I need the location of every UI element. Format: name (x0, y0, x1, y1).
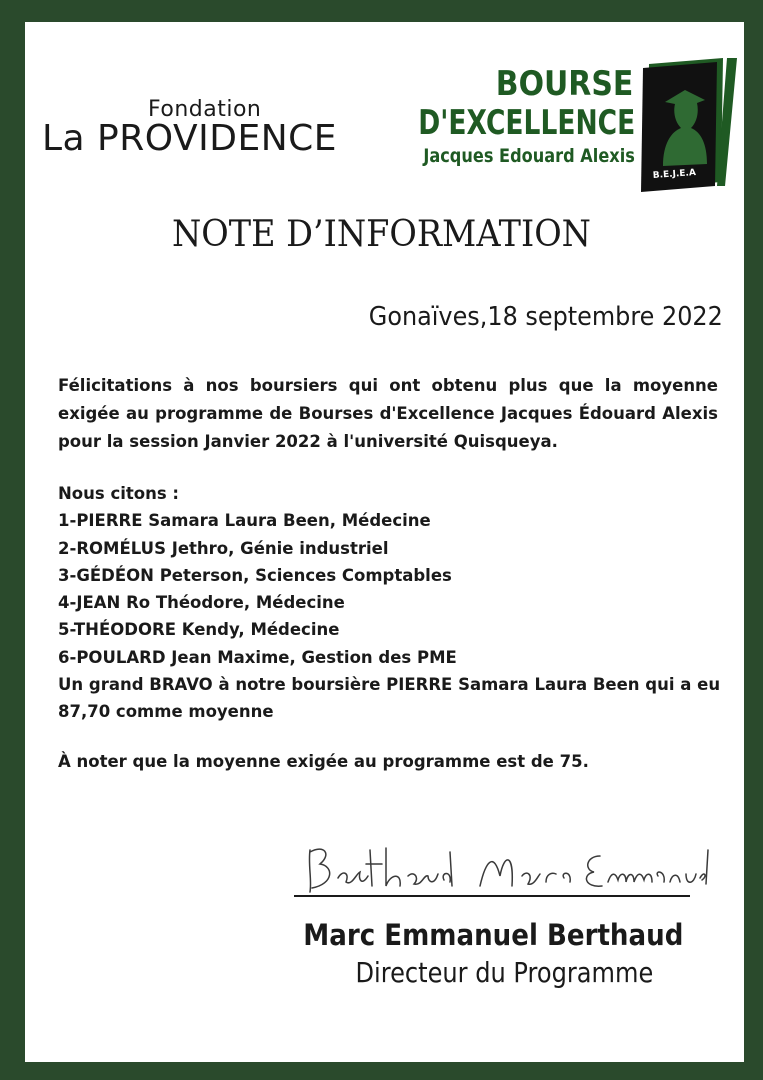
list-item: 6-POULARD Jean Maxime, Gestion des PME (58, 647, 457, 667)
graduate-silhouette-icon (641, 56, 741, 196)
bourse-title-line2: D'EXCELLENCE (417, 103, 635, 143)
signature-line (294, 895, 690, 897)
fondation-name: La PROVIDENCE (42, 118, 338, 159)
list-item: 1-PIERRE Samara Laura Been, Médecine (58, 511, 431, 531)
list-item: 2-ROMÉLUS Jethro, Génie industriel (58, 538, 389, 558)
list-item: 5-THÉODORE Kendy, Médecine (58, 620, 340, 640)
bourse-title-line3: Jacques Edouard Alexis (423, 145, 635, 167)
list-item: 4-JEAN Ro Théodore, Médecine (58, 593, 345, 613)
signature-stroke-2 (480, 860, 570, 886)
list-heading: Nous citons : (58, 484, 180, 503)
list-item: 3-GÉDÉON Peterson, Sciences Comptables (58, 565, 452, 585)
signature-stroke-3 (586, 850, 708, 886)
signer-role: Directeur du Programme (355, 956, 653, 989)
signature-stroke-1 (309, 848, 452, 892)
bourse-title-line1: BOURSE (495, 64, 633, 104)
handwritten-signature (290, 830, 710, 900)
intro-paragraph: Félicitations à nos boursiers qui ont obtenu plus que la moyenne exigée au programme de Bourses d'Excellence Jacques Édouard Alexis pour la session Janvier 2022 à l'université Quisqueya. (58, 376, 718, 451)
signer-name: Marc Emmanuel Berthaud (302, 918, 683, 952)
laureate-list (58, 480, 728, 726)
document-title: NOTE D’INFORMATION (172, 214, 591, 255)
bravo-message: Un grand BRAVO à notre boursière PIERRE Samara Laura Been qui a eu 87,70 comme moyenne (58, 675, 721, 722)
document-date: Gonaïves,18 septembre 2022 (368, 302, 723, 332)
logo-acronym: B.E.J.E.A (652, 168, 697, 181)
threshold-note: À noter que la moyenne exigée au programme est de 75. (58, 752, 589, 771)
fondation-label: Fondation (148, 97, 262, 122)
